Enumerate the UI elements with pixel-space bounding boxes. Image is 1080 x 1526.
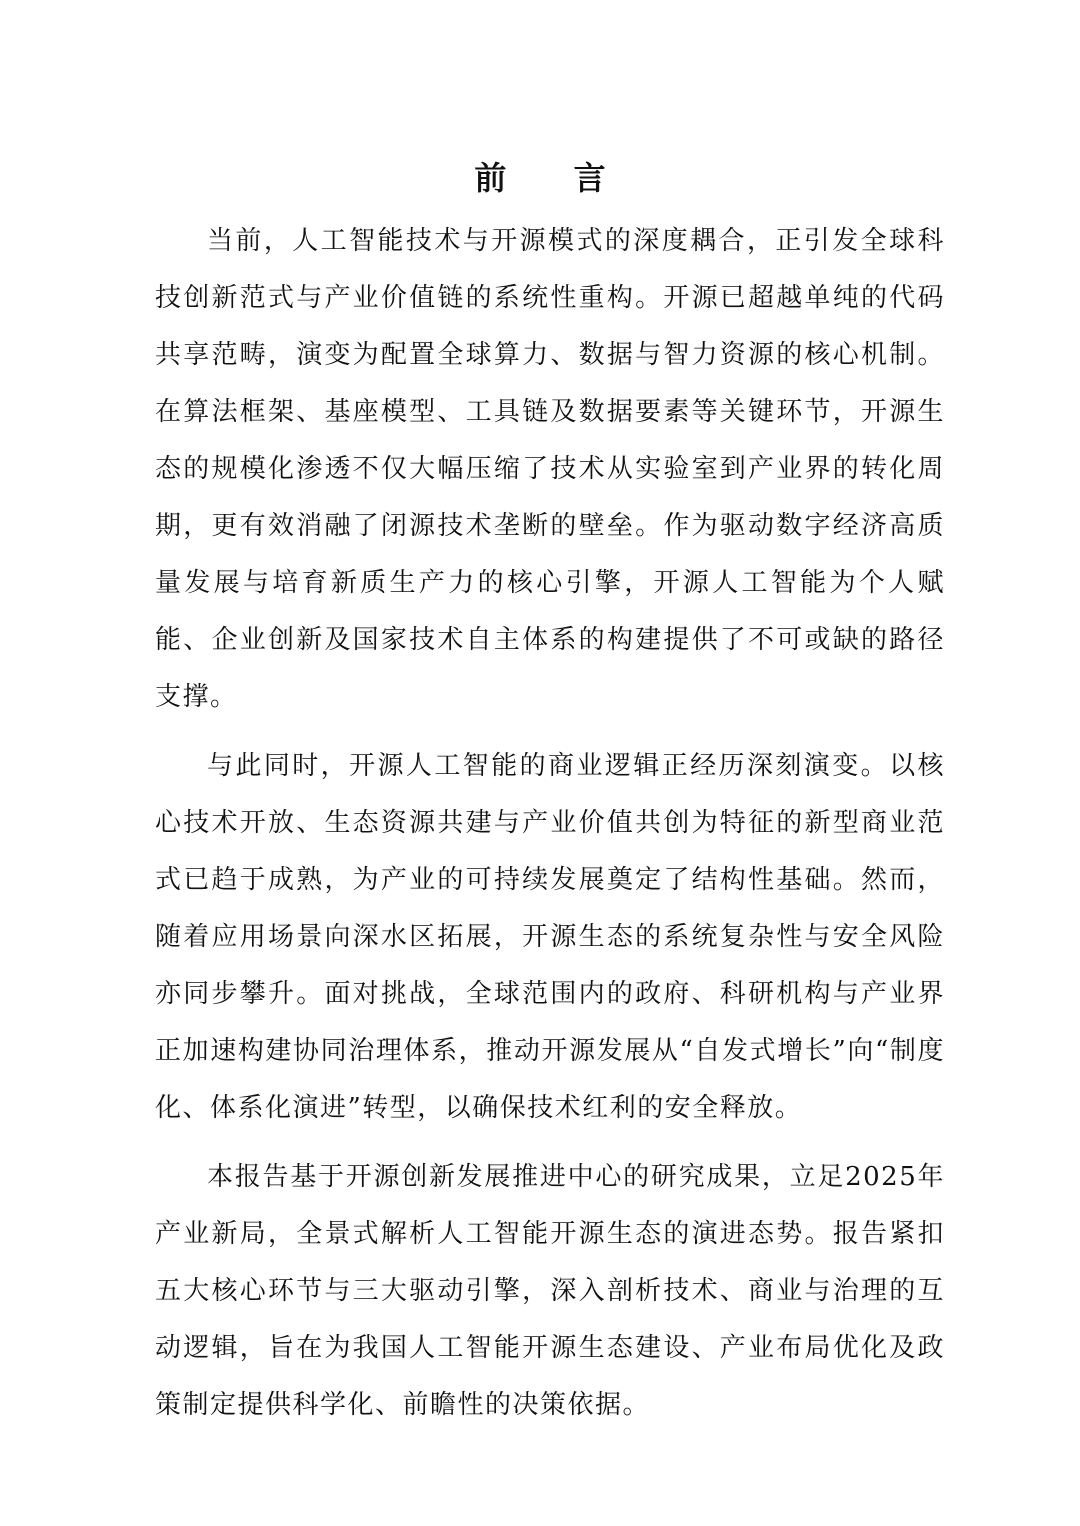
document-body: [155, 213, 945, 1446]
page-title: 前 言: [474, 159, 634, 197]
paragraph-3: 本报告基于开源创新发展推进中心的研究成果，立足2025年产业新局，全景式解析人工智能开源生态的演进态势。报告紧扣五大核心环节与三大驱动引擎，深入剖析技术、商业与治理的互动逻辑，旨在为我国人工智能开源生态建设、产业布局优化及政策制定提供科学化、前瞻性的决策依据。: [155, 1162, 945, 1420]
paragraph-1: 当前，人工智能技术与开源模式的深度耦合，正引发全球科技创新范式与产业价值链的系统性重构。开源已超越单纯的代码共享范畴，演变为配置全球算力、数据与智力资源的核心机制。在算法框架、基座模型、工具链及数据要素等关键环节，开源生态的规模化渗透不仅大幅压缩了技术从实验室到产业界的转化周期，更有效消融了闭源技术垄断的壁垒。作为驱动数字经济高质量发展与培育新质生产力的核心引擎，开源人工智能为个人赋能、企业创新及国家技术自主体系的构建提供了不可或缺的路径支撑。: [155, 226, 945, 712]
paragraph-2: 与此同时，开源人工智能的商业逻辑正经历深刻演变。以核心技术开放、生态资源共建与产业价值共创为特征的新型商业范式已趋于成熟，为产业的可持续发展奠定了结构性基础。然而，随着应用场景向深水区拓展，开源生态的系统复杂性与安全风险亦同步攀升。面对挑战，全球范围内的政府、科研机构与产业界正加速构建协同治理体系，推动开源发展从“自发式增长”向“制度化、体系化演进”转型，以确保技术红利的安全释放。: [155, 751, 945, 1123]
